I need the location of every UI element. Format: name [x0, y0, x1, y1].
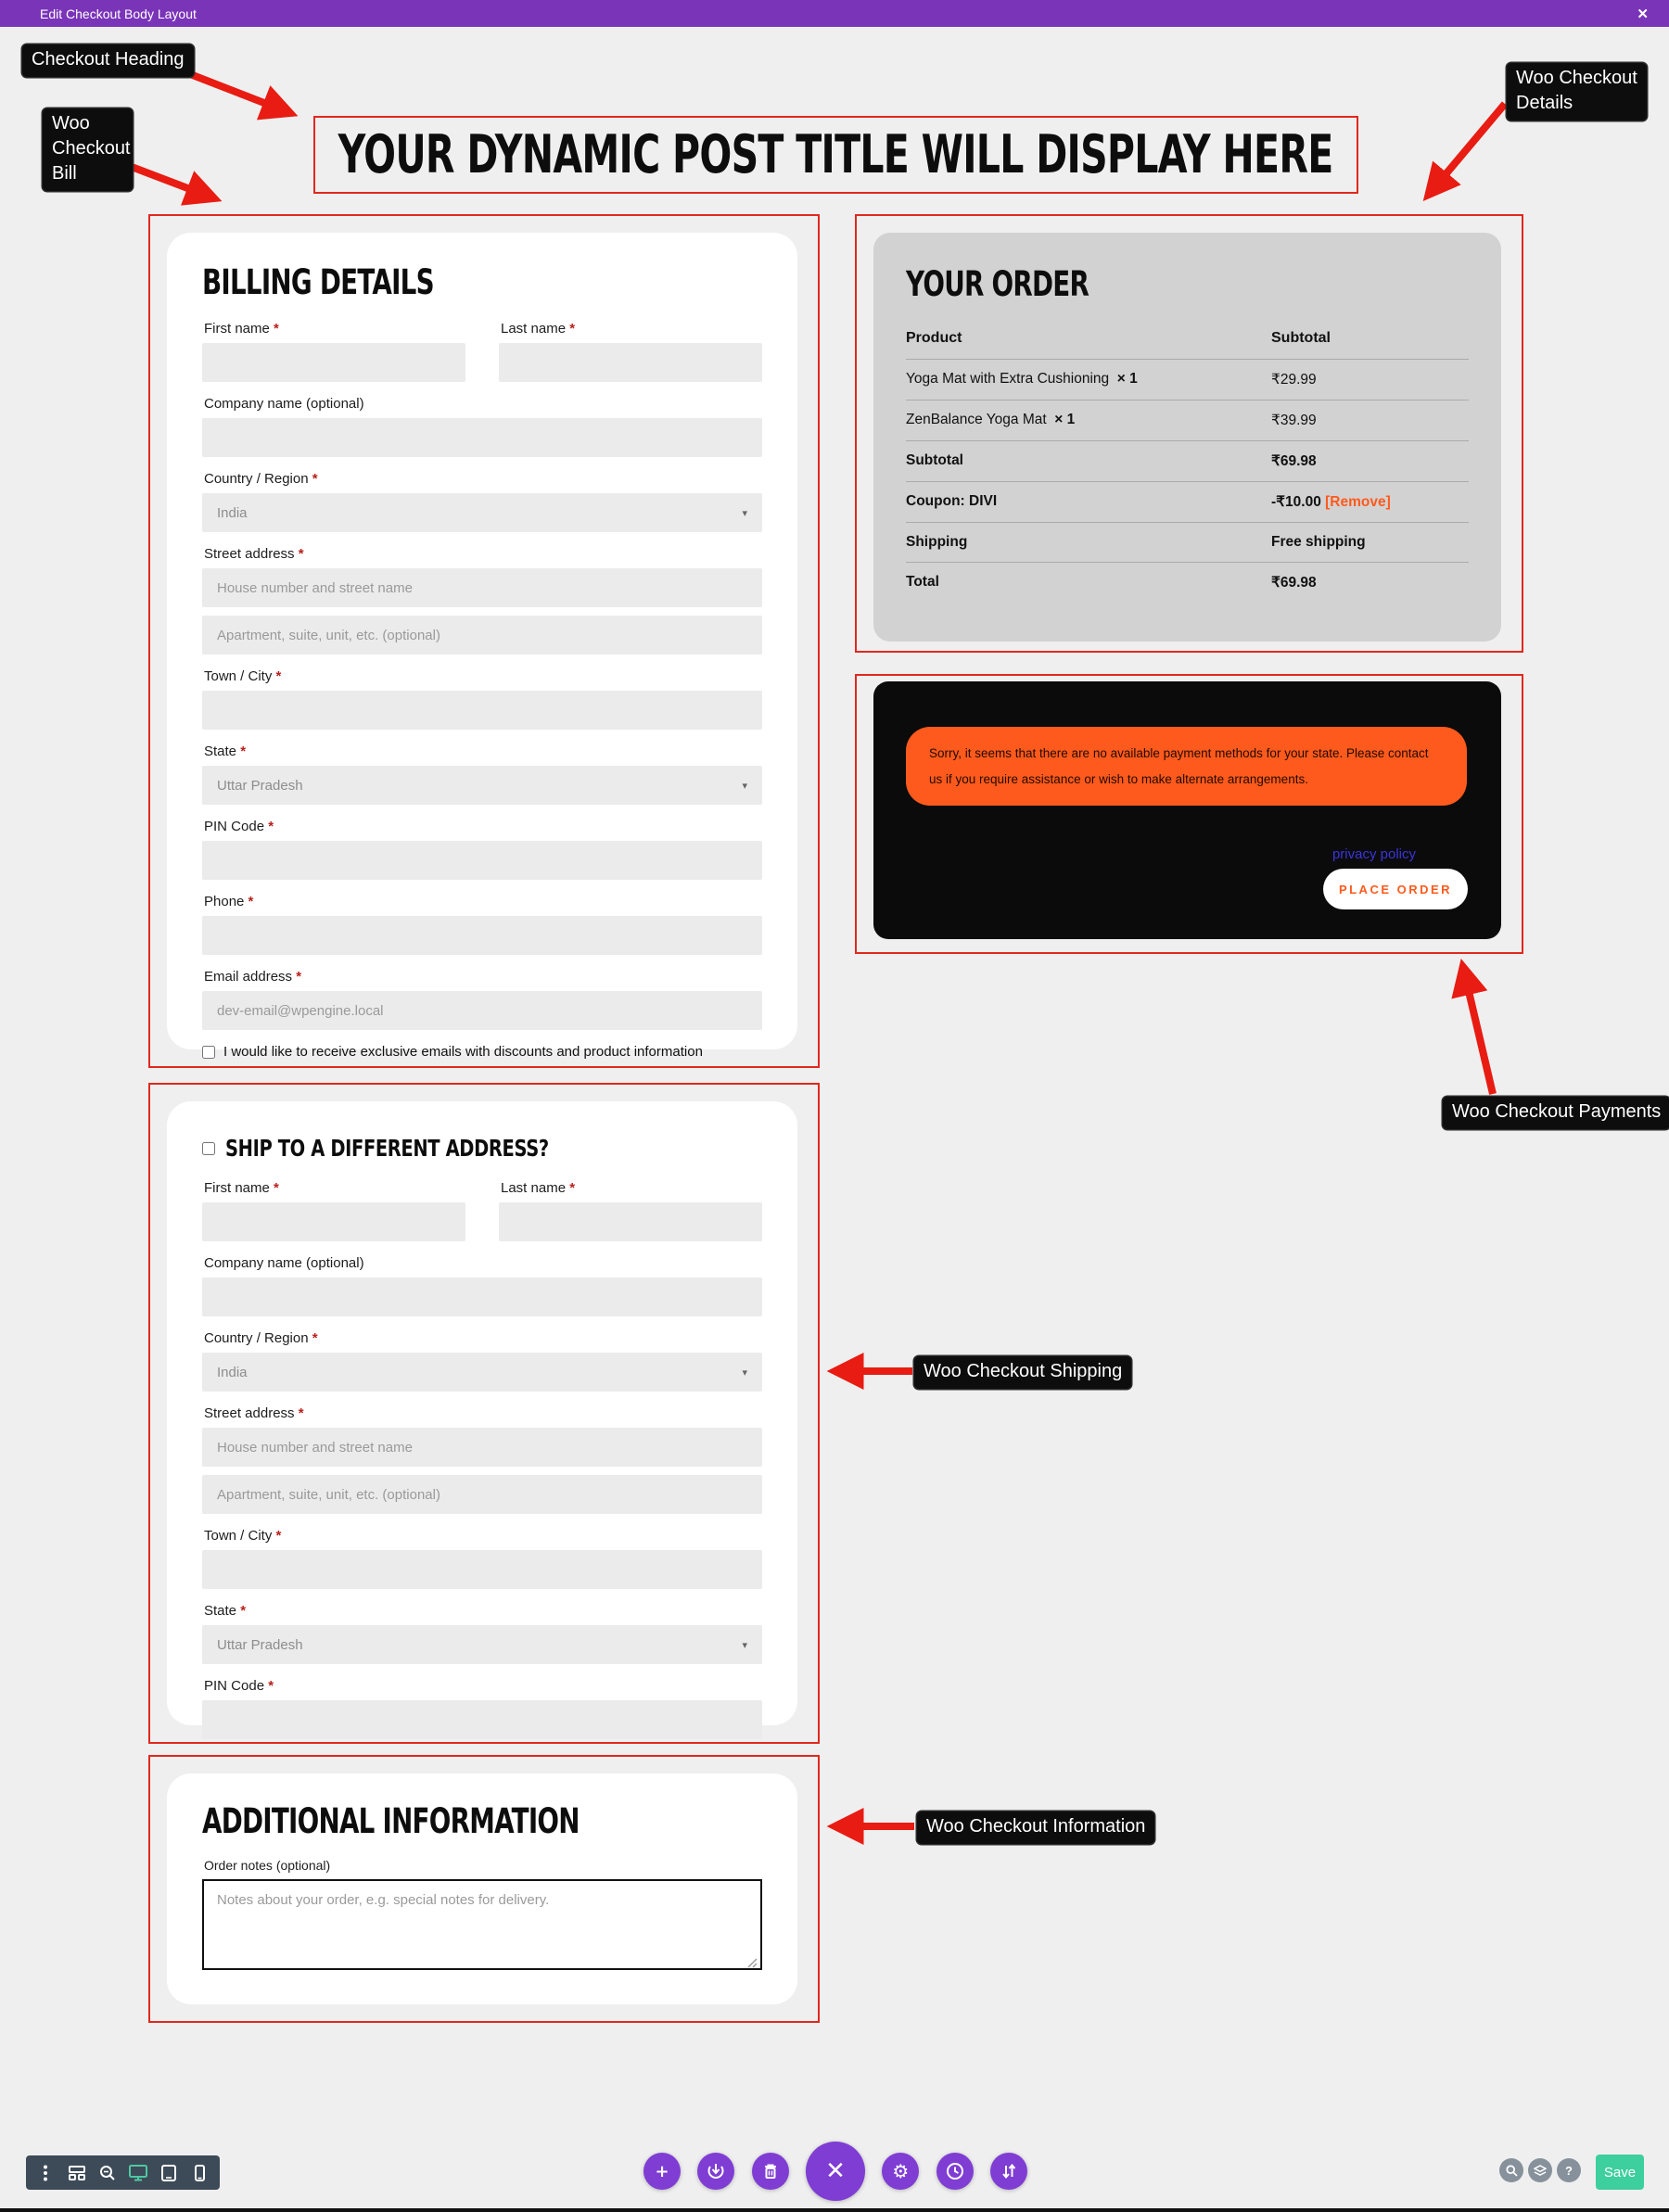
order-coupon-row: Coupon: DIVI -₹10.00 [Remove] [906, 482, 1469, 523]
ship-different-checkbox[interactable] [202, 1142, 215, 1155]
shipping-street1-input[interactable] [202, 1428, 762, 1467]
state-label: State * [204, 1603, 247, 1619]
shipping-pin-input[interactable] [202, 1700, 762, 1739]
shipping-company-input[interactable] [202, 1278, 762, 1316]
billing-first-name-input[interactable] [202, 343, 465, 382]
shipping-first-name-input[interactable] [202, 1202, 465, 1241]
annotation-woo-checkout-information: Woo Checkout Information [917, 1812, 1154, 1844]
chevron-down-icon: ▾ [742, 780, 747, 792]
order-subtotal-row: Subtotal ₹69.98 [906, 441, 1469, 482]
billing-street2-input[interactable] [202, 616, 762, 655]
portability-button[interactable] [990, 2153, 1027, 2190]
help-icon[interactable]: ? [1557, 2158, 1581, 2182]
shipping-city-input[interactable] [202, 1550, 762, 1589]
order-item-row: Yoga Mat with Extra Cushioning × 1 ₹29.99 [906, 360, 1469, 400]
layers-icon[interactable] [1528, 2158, 1552, 2182]
window-titlebar [0, 0, 1669, 27]
city-label: Town / City * [204, 1528, 282, 1544]
order-table-header [906, 321, 1469, 360]
page-bottom-edge [0, 2208, 1669, 2212]
billing-street1-input[interactable] [202, 568, 762, 607]
shipping-card [167, 1101, 797, 1725]
product-column-header: Product [906, 330, 962, 346]
order-heading: YOUR ORDER [906, 264, 1089, 304]
subtotal-column-header: Subtotal [1271, 330, 1331, 346]
billing-city-input[interactable] [202, 691, 762, 730]
street-label: Street address * [204, 1405, 304, 1421]
payment-notice: Sorry, it seems that there are no available payment methods for your state. Please contact us if you require assistance or wish to make alternate arrangements. [906, 727, 1467, 806]
shipping-last-name-input[interactable] [499, 1202, 762, 1241]
annotation-woo-checkout-details: Woo Checkout Details [1507, 63, 1647, 121]
annotation-woo-checkout-shipping: Woo Checkout Shipping [914, 1356, 1131, 1389]
chevron-down-icon: ▾ [742, 1367, 747, 1379]
order-summary-card [873, 233, 1501, 642]
billing-heading: BILLING DETAILS [202, 262, 434, 302]
first-name-label: First name * [204, 1180, 279, 1196]
coupon-remove-link[interactable]: [Remove] [1325, 494, 1391, 510]
additional-info-card [167, 1773, 797, 2004]
city-label: Town / City * [204, 668, 282, 684]
zoom-out-view-icon[interactable] [96, 2162, 119, 2184]
country-label: Country / Region * [204, 1330, 318, 1346]
add-module-button[interactable]: + [643, 2153, 681, 2190]
order-item-row: ZenBalance Yoga Mat × 1 ₹39.99 [906, 400, 1469, 441]
company-label: Company name (optional) [204, 396, 364, 412]
last-name-label: Last name * [501, 1180, 576, 1196]
more-options-icon[interactable] [34, 2162, 57, 2184]
shipping-country-select[interactable]: India ▾ [202, 1353, 762, 1392]
save-button[interactable]: Save [1596, 2155, 1644, 2190]
wireframe-view-icon[interactable] [66, 2162, 88, 2184]
payment-card [873, 681, 1501, 939]
country-label: Country / Region * [204, 471, 318, 487]
order-notes-textarea[interactable] [202, 1879, 762, 1970]
billing-phone-input[interactable] [202, 916, 762, 955]
phone-view-icon[interactable] [189, 2162, 211, 2184]
tablet-view-icon[interactable] [158, 2162, 180, 2184]
additional-info-heading: ADDITIONAL INFORMATION [202, 1801, 580, 1841]
desktop-view-icon[interactable] [127, 2162, 149, 2184]
billing-company-input[interactable] [202, 418, 762, 457]
checkout-heading-frame [313, 116, 1358, 194]
window-title: Edit Checkout Body Layout [40, 6, 197, 21]
clear-layout-button[interactable] [752, 2153, 789, 2190]
billing-pin-input[interactable] [202, 841, 762, 880]
billing-email-input[interactable] [202, 991, 762, 1030]
privacy-policy-link[interactable]: privacy policy [1331, 846, 1416, 862]
street-label: Street address * [204, 546, 304, 562]
zoom-icon[interactable] [1499, 2158, 1523, 2182]
page-title: YOUR DYNAMIC POST TITLE WILL DISPLAY HERE [338, 124, 1333, 185]
phone-label: Phone * [204, 894, 254, 909]
order-notes-label: Order notes (optional) [204, 1858, 331, 1873]
shipping-street2-input[interactable] [202, 1475, 762, 1514]
company-label: Company name (optional) [204, 1255, 364, 1271]
pin-label: PIN Code * [204, 1678, 274, 1694]
state-label: State * [204, 744, 247, 759]
help-toolbar [1499, 2158, 1581, 2182]
annotation-woo-checkout-bill: Woo Checkout Bill [43, 108, 133, 191]
chevron-down-icon: ▾ [742, 507, 747, 519]
order-shipping-row: Shipping Free shipping [906, 523, 1469, 563]
email-label: Email address * [204, 969, 302, 985]
settings-button[interactable]: ⚙ [882, 2153, 919, 2190]
resize-handle-icon[interactable] [747, 1958, 758, 1968]
newsletter-label: I would like to receive exclusive emails with discounts and product information [223, 1044, 703, 1060]
order-total-row: Total ₹69.98 [906, 574, 1317, 591]
last-name-label: Last name * [501, 321, 576, 337]
shipping-heading: SHIP TO A DIFFERENT ADDRESS? [225, 1135, 549, 1162]
annotation-checkout-heading: Checkout Heading [22, 44, 194, 77]
shipping-state-select[interactable]: Uttar Pradesh ▾ [202, 1625, 762, 1664]
billing-card [167, 233, 797, 1060]
builder-action-toolbar [643, 2140, 1027, 2203]
annotation-woo-checkout-payments: Woo Checkout Payments [1443, 1097, 1669, 1129]
exit-builder-button[interactable]: ✕ [806, 2142, 865, 2201]
billing-last-name-input[interactable] [499, 343, 762, 382]
history-button[interactable] [936, 2153, 974, 2190]
pin-label: PIN Code * [204, 819, 274, 834]
newsletter-checkbox[interactable] [202, 1046, 215, 1059]
place-order-button[interactable]: PLACE ORDER [1323, 869, 1468, 909]
billing-state-select[interactable]: Uttar Pradesh ▾ [202, 766, 762, 805]
load-from-library-button[interactable] [697, 2153, 734, 2190]
chevron-down-icon: ▾ [742, 1639, 747, 1651]
responsive-view-toolbar [26, 2155, 220, 2190]
first-name-label: First name * [204, 321, 279, 337]
billing-country-select[interactable]: India ▾ [202, 493, 762, 532]
close-icon[interactable]: ✕ [1637, 6, 1649, 22]
